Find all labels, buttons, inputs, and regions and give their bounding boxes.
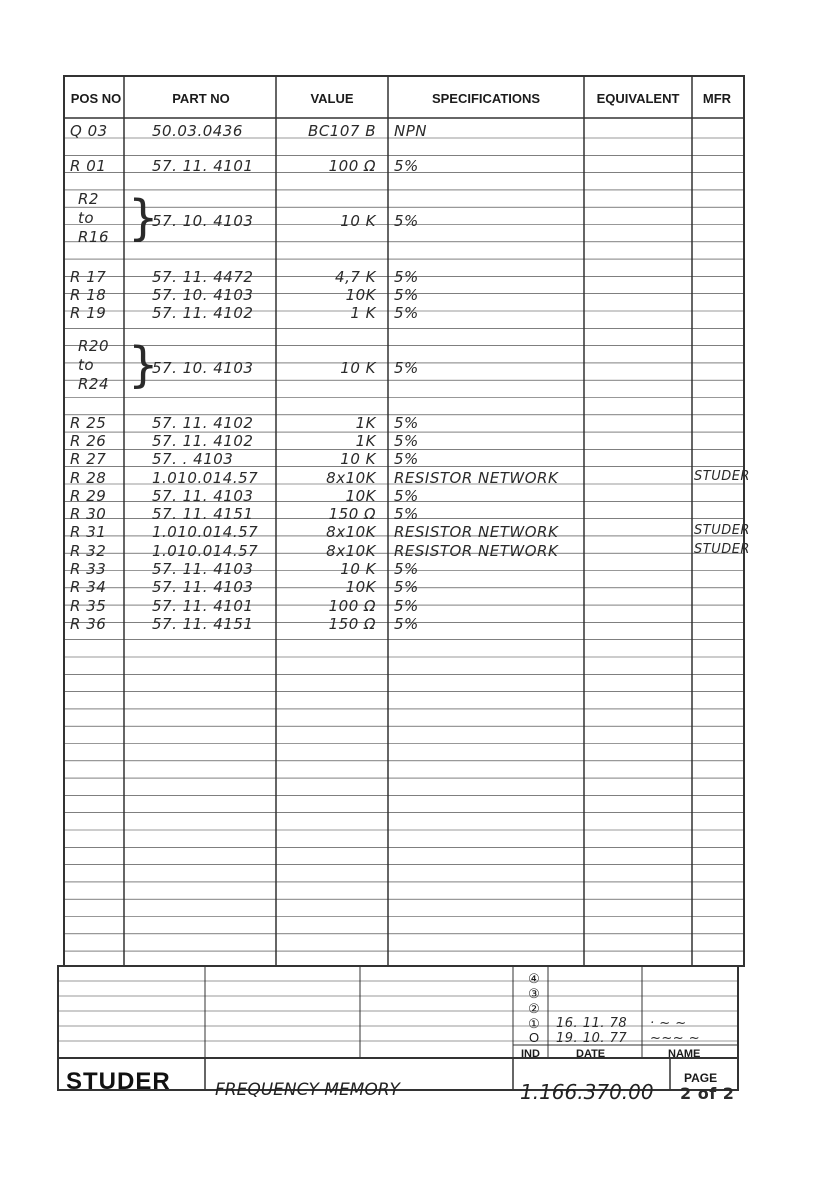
row-part-no: 57. 10. 4103 [152, 359, 254, 377]
row-value: 10K [345, 487, 376, 505]
row-value: 10K [345, 286, 376, 304]
row-part-no: 57. 11. 4151 [152, 505, 254, 523]
row-spec: 5% [394, 212, 419, 230]
range-brace: } [128, 337, 160, 393]
row-spec: 5% [394, 597, 419, 615]
row-spec: RESISTOR NETWORK [394, 523, 559, 541]
row-value: 1K [355, 432, 376, 450]
row-part-no: 57. 11. 4102 [152, 432, 254, 450]
pos-range-part: to [78, 209, 95, 227]
ind-label: IND [521, 1048, 540, 1060]
row-pos-no: R 17 [70, 268, 107, 286]
row-spec: 5% [394, 268, 419, 286]
studer-logo: STUDER [66, 1068, 171, 1095]
row-pos-no: R 34 [70, 578, 107, 596]
header-part-no: PART NO [172, 91, 230, 106]
row-part-no: 1.010.014.57 [152, 542, 259, 560]
row-spec: 5% [394, 578, 419, 596]
header-mfr: MFR [702, 91, 732, 106]
pos-range-part: R20 [78, 337, 110, 355]
row-spec: 5% [394, 157, 419, 175]
header-specifications: SPECIFICATIONS [431, 91, 541, 106]
row-pos-no: R 36 [70, 615, 107, 633]
row-value: 10 K [340, 359, 376, 377]
pos-range-part: R16 [78, 228, 110, 246]
row-part-no: 57. 11. 4102 [152, 414, 254, 432]
name-label: NAME [668, 1048, 701, 1060]
range-brace: } [128, 190, 160, 246]
row-pos-no: R 26 [70, 432, 107, 450]
rev-name-1: · ~ ~ [650, 1016, 687, 1031]
row-spec: 5% [394, 414, 419, 432]
row-part-no: 50.03.0436 [152, 122, 243, 140]
row-spec: RESISTOR NETWORK [394, 469, 559, 487]
row-mfr: STUDER [694, 542, 750, 557]
row-value: BC107 B [308, 122, 376, 140]
pos-range-part: R2 [78, 190, 99, 208]
row-pos-no: R 29 [70, 487, 107, 505]
row-spec: 5% [394, 450, 419, 468]
row-pos-no: R 18 [70, 286, 107, 304]
row-part-no: 57. 11. 4102 [152, 304, 254, 322]
row-part-no: 1.010.014.57 [152, 469, 259, 487]
header-value: VALUE [310, 91, 354, 106]
row-part-no: 57. 11. 4103 [152, 578, 254, 596]
row-spec: 5% [394, 615, 419, 633]
row-value: 8x10K [326, 523, 376, 541]
document-title: FREQUENCY MEMORY [215, 1080, 400, 1100]
row-value: 150 Ω [328, 615, 376, 633]
row-spec: RESISTOR NETWORK [394, 542, 559, 560]
date-label: DATE [576, 1048, 606, 1060]
row-value: 10 K [340, 212, 376, 230]
row-part-no: 57. 11. 4151 [152, 615, 254, 633]
row-pos-no: R 30 [70, 505, 107, 523]
row-spec: 5% [394, 487, 419, 505]
row-value: 1 K [350, 304, 376, 322]
row-value: 8x10K [326, 542, 376, 560]
row-pos-no: R 32 [70, 542, 107, 560]
row-pos-no: R 19 [70, 304, 107, 322]
row-mfr: STUDER [694, 469, 750, 484]
rev-marker-4: ④ [528, 971, 540, 986]
row-spec: 5% [394, 560, 419, 578]
row-pos-no: R 25 [70, 414, 107, 432]
row-part-no: 57. 11. 4103 [152, 560, 254, 578]
row-pos-no: R 27 [70, 450, 107, 468]
row-value: 1K [355, 414, 376, 432]
pos-range-part: to [78, 356, 95, 374]
row-spec: NPN [394, 122, 427, 140]
row-part-no: 57. 11. 4103 [152, 487, 254, 505]
row-value: 100 Ω [328, 597, 376, 615]
row-spec: 5% [394, 359, 419, 377]
rev-marker-2: ② [528, 1001, 540, 1016]
row-spec: 5% [394, 505, 419, 523]
row-part-no: 57. 10. 4103 [152, 286, 254, 304]
rev-marker-1: ① [528, 1016, 540, 1031]
row-part-no: 57. 11. 4101 [152, 157, 254, 175]
row-pos-no: Q 03 [70, 122, 108, 140]
rev-name-0: ~~~ ~ [650, 1031, 701, 1046]
pos-range-part: R24 [78, 375, 110, 393]
row-part-no: 1.010.014.57 [152, 523, 259, 541]
page-value: 2 of 2 [680, 1084, 735, 1103]
header-pos-no: POS NO [70, 91, 122, 106]
row-value: 8x10K [326, 469, 376, 487]
header-equivalent: EQUIVALENT [596, 91, 680, 106]
row-spec: 5% [394, 304, 419, 322]
row-spec: 5% [394, 432, 419, 450]
rev-marker-3: ③ [528, 986, 540, 1001]
row-pos-no: R 33 [70, 560, 107, 578]
row-value: 10 K [340, 450, 376, 468]
row-pos-no: R 31 [70, 523, 107, 541]
document-number: 1.166.370.00 [520, 1080, 654, 1104]
row-mfr: STUDER [694, 523, 750, 538]
row-value: 4,7 K [335, 268, 376, 286]
row-value: 10K [345, 578, 376, 596]
row-part-no: 57. 11. 4472 [152, 268, 254, 286]
row-part-no: 57. 10. 4103 [152, 212, 254, 230]
page-label: PAGE [684, 1071, 718, 1085]
row-part-no: 57. 11. 4101 [152, 597, 254, 615]
row-pos-no: R 01 [70, 157, 107, 175]
row-pos-no: R 28 [70, 469, 107, 487]
rev-date-1: 16. 11. 78 [556, 1016, 628, 1031]
row-part-no: 57. . 4103 [152, 450, 234, 468]
rev-date-0: 19. 10. 77 [556, 1031, 628, 1046]
row-value: 10 K [340, 560, 376, 578]
row-value: 100 Ω [328, 157, 376, 175]
row-pos-no: R 35 [70, 597, 107, 615]
row-spec: 5% [394, 286, 419, 304]
row-value: 150 Ω [328, 505, 376, 523]
rev-marker-0: O [528, 1030, 540, 1045]
